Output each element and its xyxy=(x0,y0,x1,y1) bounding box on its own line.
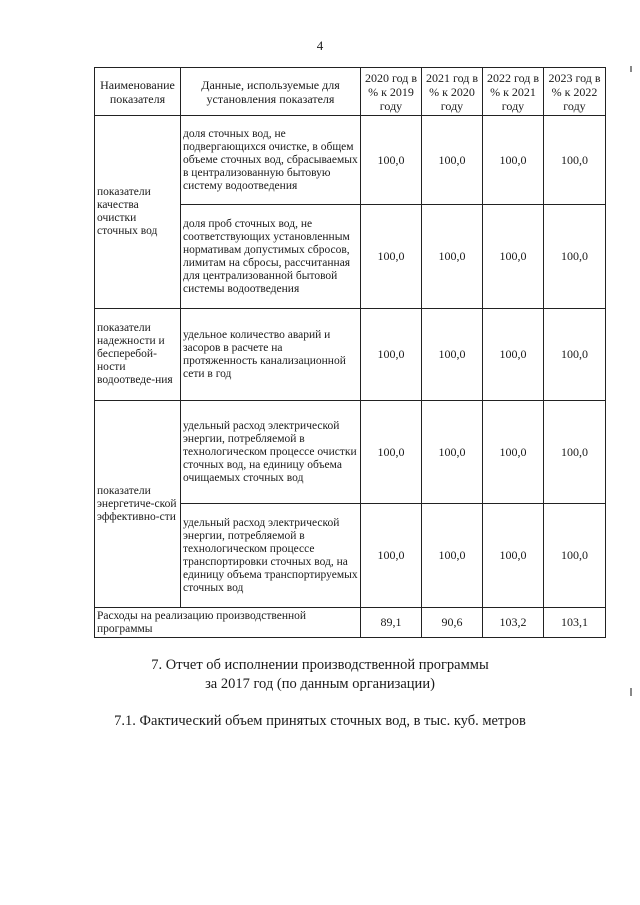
value-cell: 103,2 xyxy=(483,608,544,638)
header-data-used: Данные, используемые для установления показателя xyxy=(181,68,361,116)
value-cell: 100,0 xyxy=(544,504,606,608)
table-row xyxy=(95,116,606,205)
header-indicator-name: Наименование показателя xyxy=(95,68,181,116)
group-name-energy-efficiency: показатели энергетиче-ской эффективно-сти xyxy=(95,401,181,608)
header-year-2021: 2021 год в % к 2020 году xyxy=(422,68,483,116)
subsection-heading: 7.1. Фактический объем принятых сточных вод, в тыс. куб. метров xyxy=(114,713,526,729)
section-heading-line-2: за 2017 год (по данным организации) xyxy=(205,676,435,692)
value-cell: 103,1 xyxy=(544,608,606,638)
value-cell: 100,0 xyxy=(422,504,483,608)
value-cell: 100,0 xyxy=(483,116,544,205)
value-cell: 100,0 xyxy=(361,401,422,504)
section-heading-line-1: 7. Отчет об исполнении производственной программы xyxy=(151,657,489,673)
table-row-expenses xyxy=(95,608,606,638)
row-description: доля сточных вод, не подвергающихся очистке, в общем объеме сточных вод, сбрасываемых в централизованную бытовую систему водоотведения xyxy=(181,116,361,205)
value-cell: 100,0 xyxy=(544,205,606,309)
header-year-2023: 2023 год в % к 2022 году xyxy=(544,68,606,116)
value-cell: 100,0 xyxy=(361,205,422,309)
header-year-2020: 2020 год в % к 2019 году xyxy=(361,68,422,116)
value-cell: 100,0 xyxy=(361,309,422,401)
value-cell: 90,6 xyxy=(422,608,483,638)
table-row xyxy=(95,401,606,504)
scan-edge-mark xyxy=(630,66,632,72)
value-cell: 100,0 xyxy=(483,309,544,401)
indicators-table xyxy=(94,67,606,638)
group-name-treatment-quality: показатели качества очистки сточных вод xyxy=(95,116,181,309)
row-description: удельный расход электрической энергии, потребляемой в технологическом процессе очистки сточных вод, на единицу объема очищаемых сточных вод xyxy=(181,401,361,504)
row-description: удельный расход электрической энергии, потребляемой в технологическом процессе транспортировки сточных вод, на единицу объема транспортируемых сточных вод xyxy=(181,504,361,608)
section-heading xyxy=(0,656,640,694)
table-header-row xyxy=(95,68,606,116)
value-cell: 89,1 xyxy=(361,608,422,638)
value-cell: 100,0 xyxy=(544,309,606,401)
value-cell: 100,0 xyxy=(361,504,422,608)
value-cell: 100,0 xyxy=(422,401,483,504)
expenses-label: Расходы на реализацию производственной программы xyxy=(95,608,361,638)
value-cell: 100,0 xyxy=(422,116,483,205)
value-cell: 100,0 xyxy=(422,205,483,309)
value-cell: 100,0 xyxy=(544,116,606,205)
value-cell: 100,0 xyxy=(544,401,606,504)
table-row xyxy=(95,309,606,401)
value-cell: 100,0 xyxy=(422,309,483,401)
value-cell: 100,0 xyxy=(483,401,544,504)
value-cell: 100,0 xyxy=(483,504,544,608)
value-cell: 100,0 xyxy=(361,116,422,205)
group-name-reliability: показатели надежности и бесперебой-ности водоотведе-ния xyxy=(95,309,181,401)
row-description: удельное количество аварий и засоров в расчете на протяженность канализационной сети в год xyxy=(181,309,361,401)
page-number: 4 xyxy=(316,38,324,53)
header-year-2022: 2022 год в % к 2021 году xyxy=(483,68,544,116)
row-description: доля проб сточных вод, не соответствующих установленным нормативам допустимых сбросов, лимитам на сбросы, рассчитанная для централизованной бытовой системы водоотведения xyxy=(181,205,361,309)
value-cell: 100,0 xyxy=(483,205,544,309)
scan-edge-mark xyxy=(630,688,632,696)
